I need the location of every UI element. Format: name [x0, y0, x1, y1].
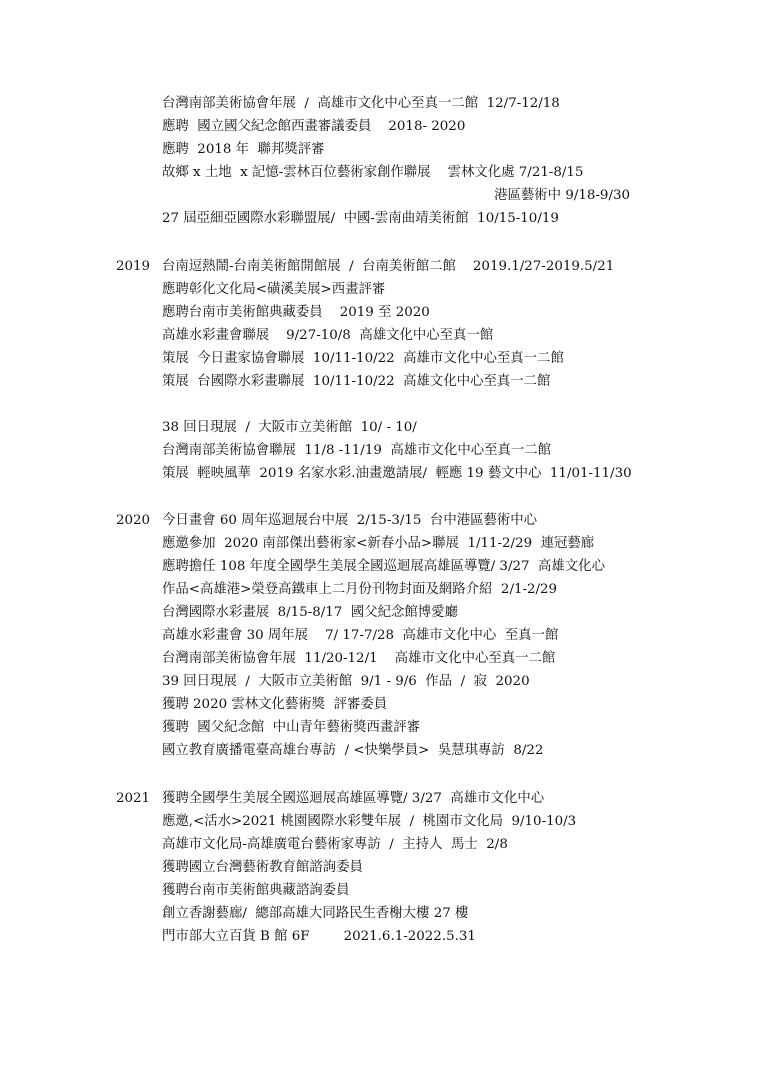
- entry-line: 應聘 國立國父紀念館西畫審議委員 2018- 2020: [162, 119, 466, 134]
- entry-line: 作品<高雄港>榮登高鐵車上二月份刊物封面及網路介紹 2/1-2/29: [162, 582, 558, 597]
- entry-line: 策展 輕映風華 2019 名家水彩.油畫邀請展/ 輕應 19 藝文中心 11/01-11/30: [162, 466, 632, 481]
- entry-line: 獲聘 2020 雲林文化藝術獎 評審委員: [162, 697, 388, 712]
- entry-line: 應聘擔任 108 年度全國學生美展全國巡迴展高雄區導覽/ 3/27 高雄文化心: [162, 559, 605, 574]
- entry-line: 獲聘台南市美術館典藏諮詢委員: [162, 883, 350, 898]
- entry-line: 台灣南部美術協會聯展 11/8 -11/19 高雄市文化中心至真一二館: [162, 443, 552, 458]
- entry-line: 應邀,<活水>2021 桃園國際水彩雙年展 / 桃園市文化局 9/10-10/3: [162, 814, 577, 829]
- entry-line: 國立教育廣播電臺高雄台專訪 / <快樂學員> 吳慧琪專訪 8/22: [162, 743, 544, 758]
- entry-line-continuation: 港區藝術中 9/18-9/30: [494, 188, 630, 203]
- entry-line: 門市部大立百貨 B 館 6F 2021.6.1-2022.5.31: [162, 929, 476, 944]
- entry-line: 獲聘國立台灣藝術教育館諮詢委員: [162, 860, 363, 875]
- entry-line: 台灣國際水彩畫展 8/15-8/17 國父紀念館博愛廳: [162, 605, 458, 620]
- entry-line: 高雄市文化局-高雄廣電台藝術家專訪 / 主持人 馬士 2/8: [162, 837, 508, 852]
- entry-line: 故鄉 x 土地 x 記憶-雲林百位藝術家創作聯展 雲林文化處 7/21-8/15: [162, 165, 584, 180]
- entry-line: 台灣南部美術協會年展 11/20-12/1 高雄市文化中心至真一二館: [162, 651, 556, 666]
- entry-line: 策展 今日畫家協會聯展 10/11-10/22 高雄市文化中心至真一二館: [162, 351, 564, 366]
- entry-line: 應聘台南市美術館典藏委員 2019 至 2020: [162, 305, 430, 320]
- entry-line: 應邀參加 2020 南部傑出藝術家<新春小品>聯展 1/11-2/29 連冠藝廊: [162, 536, 595, 551]
- entry-line: 高雄水彩畫會聯展 9/27-10/8 高雄文化中心至真一館: [162, 328, 494, 343]
- entry-line: 獲聘全國學生美展全國巡迴展高雄區導覽/ 3/27 高雄市文化中心: [162, 791, 545, 806]
- entry-line: 今日畫會 60 周年巡迴展台中展 2/15-3/15 台中港區藝術中心: [162, 513, 538, 528]
- entry-line: 38 回日現展 / 大阪市立美術館 10/ - 10/: [162, 420, 417, 435]
- entry-line: 39 回日現展 / 大阪市立美術館 9/1 - 9/6 作品 / 寂 2020: [162, 674, 530, 689]
- entry-line: 台灣南部美術協會年展 / 高雄市文化中心至真一二館 12/7-12/18: [162, 96, 560, 111]
- entry-line: 創立香謝藝廊/ 總部高雄大同路民生香榭大樓 27 樓: [162, 906, 469, 921]
- year-label: 2021: [116, 791, 151, 806]
- entry-line: 獲聘 國父紀念館 中山青年藝術獎西畫評審: [162, 720, 421, 735]
- entry-line: 策展 台國際水彩畫聯展 10/11-10/22 高雄文化中心至真一二館: [162, 374, 551, 389]
- entry-line: 應聘彰化文化局<磺溪美展>西畫評審: [162, 282, 386, 297]
- year-label: 2020: [116, 513, 151, 528]
- entry-line: 27 屆亞細亞國際水彩聯盟展/ 中國-雲南曲靖美術館 10/15-10/19: [162, 211, 559, 226]
- entry-line: 高雄水彩畫會 30 周年展 7/ 17-7/28 高雄市文化中心 至真一館: [162, 628, 559, 643]
- entry-line: 台南逗熱鬧-台南美術館開館展 / 台南美術館二館 2019.1/27-2019.5/21: [162, 259, 615, 274]
- entry-line: 應聘 2018 年 聯邦獎評審: [162, 142, 325, 157]
- year-label: 2019: [116, 259, 151, 274]
